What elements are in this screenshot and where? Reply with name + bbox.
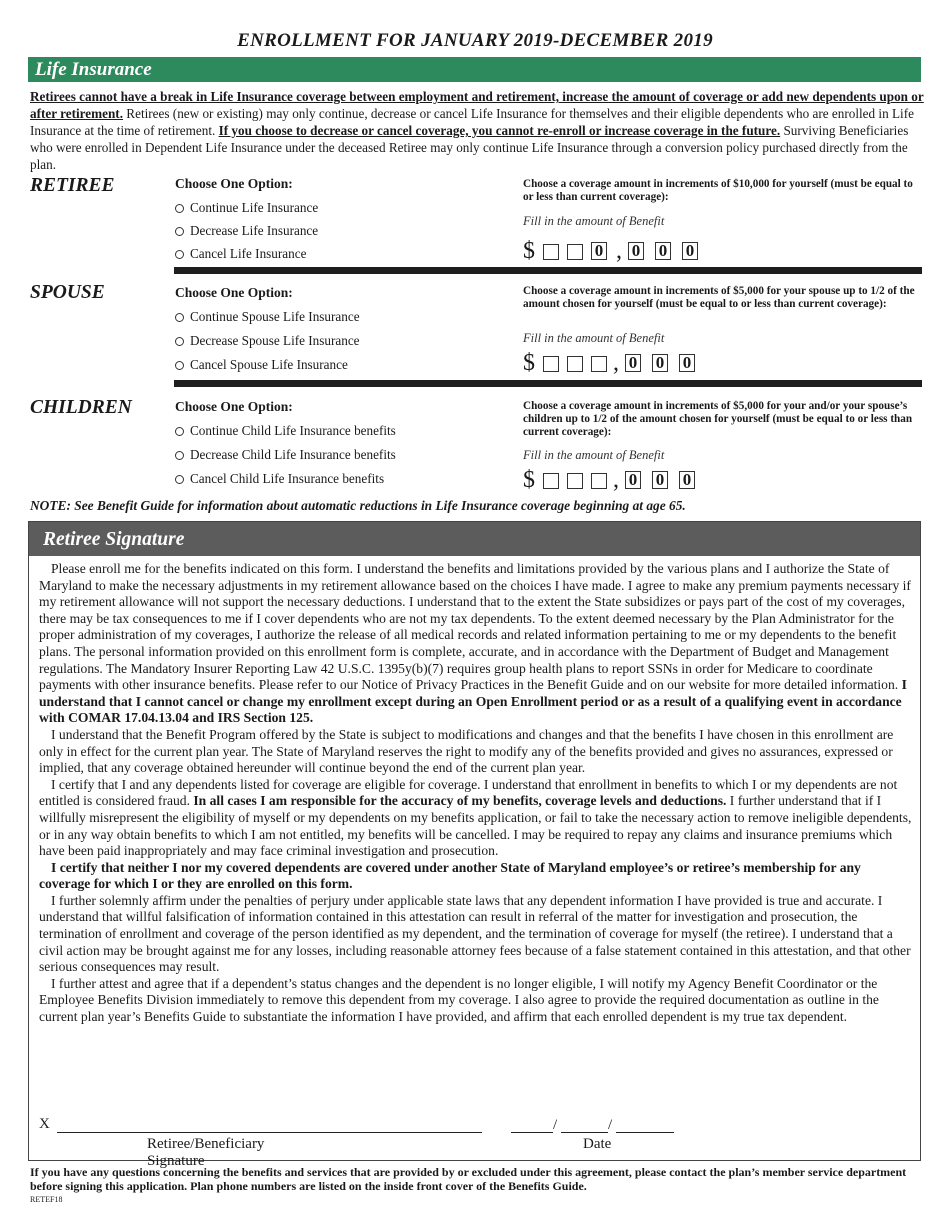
plan-changes-paragraph: I understand that the Benefit Program offered by the State is subject to modifications and changes and that the benefits I have chosen in this enrollment are only in effect for the current plan year. The State of Maryland reserves the right to modify any of the benefits provided and gives no assurances, expressed or implied, that any coverage obtained hereunder will continue beyond the end of the current plan year.	[39, 726, 894, 776]
eligibility-paragraph: I certify that I and any dependents listed for coverage are eligible for coverage. I understand that enrollment in benefits to which I or my dependents are not entitled is considered fraud. In all cases I am responsible for the accuracy of my benefits, coverage levels and deductions. I further understand that if I willfully misrepresent the eligibility of myself or my dependents on my benefits application, or fail to take the necessary action to remove ineligible dependents, or in any way obtain benefits to which I am not entitled, my benefits will be cancelled. I may be required to repay any claims and insurance premiums which have been paid inappropriately and may face criminal investigation and prosecution.	[39, 776, 912, 859]
retiree-choose-label: Choose One Option:	[175, 176, 293, 191]
children-instruction: Choose a coverage amount in increments of $5,000 for your and/or your spouse’s children up to 1/2 of the amount chosen for yourself (must be equal to or less than current coverage):	[523, 400, 913, 438]
signature-x-mark: X	[39, 1116, 50, 1132]
radio-button[interactable]	[175, 361, 184, 370]
thousands-separator: ,	[613, 467, 619, 493]
radio-button[interactable]	[175, 313, 184, 322]
retiree-label: RETIREE	[30, 175, 115, 196]
status-change-paragraph: I further attest and agree that if a dependent’s status changes and the dependent is no longer eligible, I will notify my Agency Benefit Coordinator or the Employee Benefits Division immediately to remove this dependent from my coverage. I also agree to provide the required documentation as outline in the current plan year’s Benefits Guide to substantiate the information I have provided, and affirm that each enrolled dependent is my true tax dependent.	[39, 975, 879, 1025]
amount-digit-fixed: 0	[655, 242, 671, 260]
thousands-separator: ,	[613, 350, 619, 376]
radio-button[interactable]	[175, 451, 184, 460]
children-fill-label: Fill in the amount of Benefit	[523, 448, 665, 462]
dollar-sign: $	[523, 350, 535, 376]
dollar-sign: $	[523, 238, 535, 264]
signature-caption: Retiree/Beneficiary Signature	[147, 1136, 265, 1169]
amount-digit-box[interactable]	[591, 356, 607, 372]
children-option-decrease[interactable]: Decrease Child Life Insurance benefits	[175, 447, 396, 463]
radio-button[interactable]	[175, 427, 184, 436]
signature-line[interactable]	[57, 1132, 482, 1133]
spouse-instruction: Choose a coverage amount in increments of $5,000 for your spouse up to 1/2 of the amount chosen for yourself (must be equal to or less than current coverage):	[523, 285, 915, 310]
amount-digit-box[interactable]	[567, 356, 583, 372]
amount-digit-box[interactable]	[543, 244, 559, 260]
amount-digit-fixed: 0	[682, 242, 698, 260]
retiree-option-continue[interactable]: Continue Life Insurance	[175, 200, 318, 216]
children-option-cancel[interactable]: Cancel Child Life Insurance benefits	[175, 471, 384, 487]
spouse-amount-field	[523, 348, 706, 376]
intro-text-2: Surviving Beneficiaries who were enrolled in Dependent Life Insurance under the deceased Retiree may only continue Life Insurance through a conversion policy purchased directly from the plan.	[30, 123, 909, 172]
amount-digit-box[interactable]	[567, 473, 583, 489]
amount-digit-fixed: 0	[652, 354, 668, 372]
date-caption: Date	[583, 1136, 612, 1152]
perjury-paragraph: I further solemnly affirm under the penalties of perjury under applicable state laws that any dependent information I have provided is true and accurate. I understand that willful falsification of information contained in this attestation can result in referral of the matter for investigation and prosecution, the termination of enrollment and coverage of the person identified as my dependent, and the termination of coverage for myself (the retiree). I understand that a civil action may be brought against me for any losses, including reasonable attorney fees because of a false statement contained in this attestation, and that other serious consequences may result.	[39, 892, 911, 975]
intro-emphasis-2: If you choose to decrease or cancel coverage, you cannot re-enroll or increase coverage in the future.	[218, 123, 781, 138]
amount-digit-fixed: 0	[628, 242, 644, 260]
date-day-line[interactable]	[561, 1132, 608, 1133]
age-65-note: NOTE: See Benefit Guide for information about automatic reductions in Life Insurance coverage beginning at age 65.	[30, 498, 686, 513]
page-title: ENROLLMENT FOR JANUARY 2019-DECEMBER 2019	[237, 30, 713, 51]
retiree-signature-header: Retiree Signature	[29, 522, 920, 556]
retiree-amount-field	[523, 236, 709, 264]
children-label: CHILDREN	[30, 397, 132, 418]
amount-digit-box[interactable]	[543, 356, 559, 372]
dual-coverage-paragraph: I certify that neither I nor my covered dependents are covered under another State of Maryland employee’s or retiree’s membership for any coverage for which I or they are enrolled on this form.	[39, 859, 861, 892]
authorization-text	[39, 561, 912, 1026]
radio-button[interactable]	[175, 227, 184, 236]
retiree-option-cancel[interactable]: Cancel Life Insurance	[175, 246, 306, 262]
children-amount-field	[523, 465, 706, 493]
children-choose-label: Choose One Option:	[175, 399, 293, 414]
date-slash: /	[608, 1117, 613, 1133]
section-divider	[174, 267, 922, 274]
intro-emphasis-1: Retirees cannot have a break in Life Insurance coverage between employment and retirement, increase the amount of coverage or add new dependents upon or after retirement.	[30, 89, 924, 121]
spouse-option-decrease[interactable]: Decrease Spouse Life Insurance	[175, 333, 360, 349]
intro-text-1: Retirees (new or existing) may only continue, decrease or cancel Life Insurance for themselves and their eligible dependents who are enrolled in Life Insurance at the time of retirement.	[30, 106, 914, 138]
amount-digit-fixed: 0	[625, 471, 641, 489]
spouse-choose-label: Choose One Option:	[175, 285, 293, 300]
dollar-sign: $	[523, 467, 535, 493]
contact-footer: If you have any questions concerning the benefits and services that are provided by or excluded under this agreement, please contact the plan’s member service department before signing this application. Plan phone numbers are listed on the inside front cover of the Benefits Guide.	[30, 1165, 907, 1193]
intro-paragraph	[30, 88, 925, 173]
date-line[interactable]	[511, 1117, 674, 1133]
date-month-line[interactable]	[511, 1132, 553, 1133]
amount-digit-fixed: 0	[652, 471, 668, 489]
spouse-option-continue[interactable]: Continue Spouse Life Insurance	[175, 309, 360, 325]
spouse-option-cancel[interactable]: Cancel Spouse Life Insurance	[175, 357, 348, 373]
spouse-label: SPOUSE	[30, 282, 105, 303]
form-code: RETEF18	[30, 1195, 63, 1204]
retiree-signature-panel	[28, 521, 921, 1169]
amount-digit-box[interactable]	[591, 473, 607, 489]
retiree-fill-label: Fill in the amount of Benefit	[523, 214, 665, 228]
amount-digit-fixed: 0	[625, 354, 641, 372]
date-year-line[interactable]	[616, 1132, 674, 1133]
retiree-instruction: Choose a coverage amount in increments of $10,000 for yourself (must be equal to or less than current coverage):	[523, 178, 913, 203]
retiree-option-decrease[interactable]: Decrease Life Insurance	[175, 223, 318, 239]
radio-button[interactable]	[175, 204, 184, 213]
amount-digit-fixed: 0	[679, 471, 695, 489]
amount-digit-box[interactable]	[567, 244, 583, 260]
authorization-paragraph: Please enroll me for the benefits indicated on this form. I understand the benefits and limitations provided by the various plans and I authorize the State of Maryland to make the necessary adjustments in my retirement allowance based on the choices I have made. I agree to make any premium payments necessary if my retirement allowance will not support the necessary deductions. I understand that to the extent the State subsidizes or pays part of the cost of my coverages, there may be tax consequences to me if I cover dependents who are not my tax dependents. To the extent deemed necessary by the Plan Administrator for the proper administration of my coverages, I authorize the release of all medical records and related information pertaining to me or my dependents to the benefit plans. The personal information provided on this enrollment form is complete, accurate, and in accordance with the Department of Budget and Management regulations. The Mandatory Insurer Reporting Law 42 U.S.C. 1395y(b)(7) requires group health plans to report SSNs in order for Medicare to coordinate payments with other insurance benefits. Please refer to our Notice of Privacy Practices in the Benefit Guide and on our website for more detailed information. I understand that I cannot cancel or change my enrollment except during an Open Enrollment period or as a result of a qualifying event in accordance with COMAR 17.04.13.04 and IRS Section 125.	[39, 561, 911, 726]
radio-button[interactable]	[175, 250, 184, 259]
life-insurance-header: Life Insurance	[28, 57, 921, 82]
date-slash: /	[553, 1117, 558, 1133]
section-divider	[174, 380, 922, 387]
amount-digit-fixed: 0	[591, 242, 607, 260]
thousands-separator: ,	[616, 238, 622, 264]
children-option-continue[interactable]: Continue Child Life Insurance benefits	[175, 423, 396, 439]
amount-digit-fixed: 0	[679, 354, 695, 372]
spouse-fill-label: Fill in the amount of Benefit	[523, 331, 665, 345]
radio-button[interactable]	[175, 337, 184, 346]
radio-button[interactable]	[175, 475, 184, 484]
amount-digit-box[interactable]	[543, 473, 559, 489]
